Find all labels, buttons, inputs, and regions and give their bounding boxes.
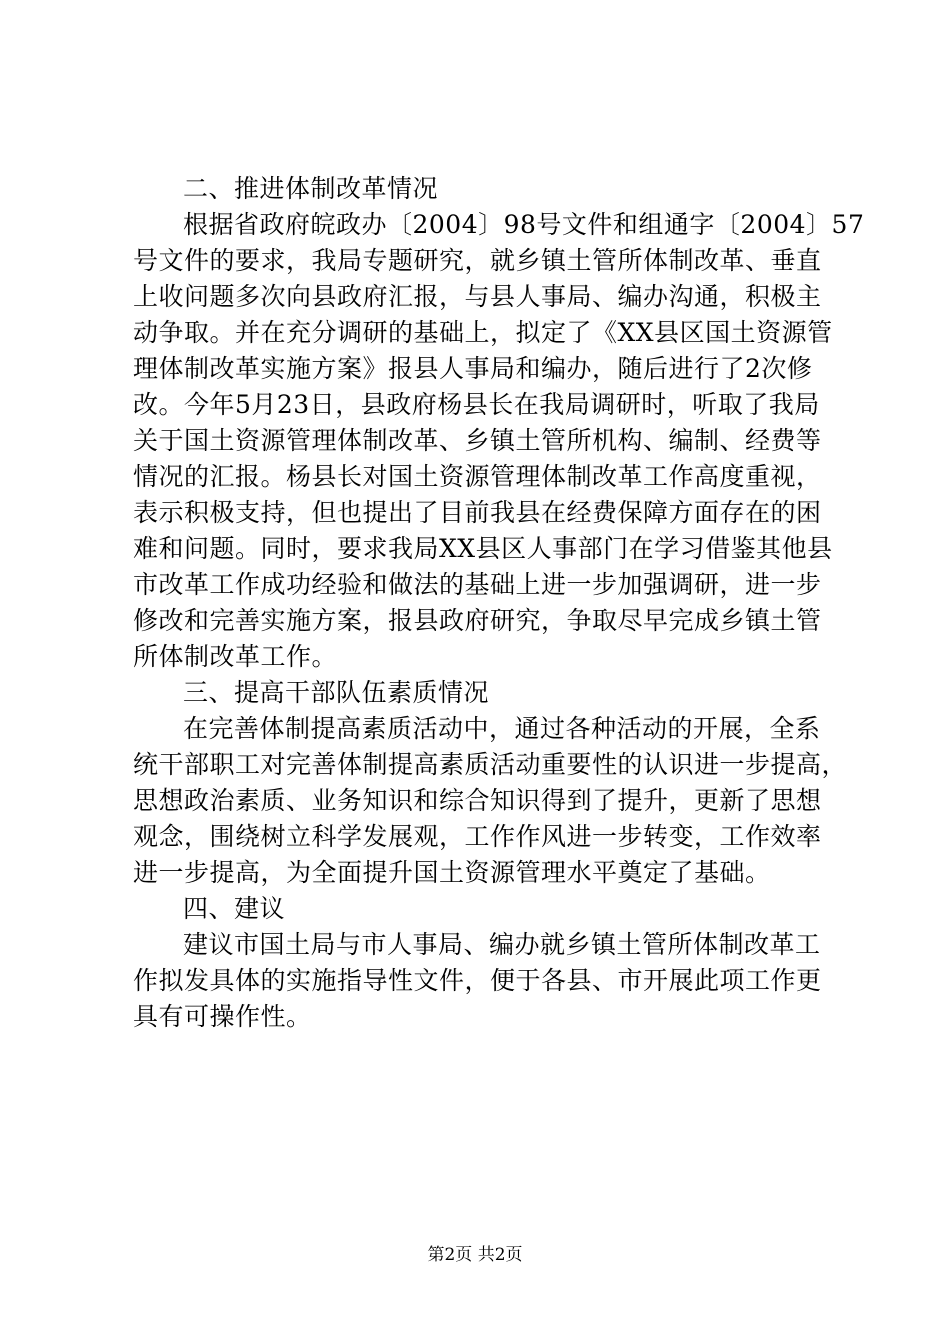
paragraph-line: 市改革工作成功经验和做法的基础上进一步加强调研，进一步: [133, 570, 822, 599]
paragraph-line: 号文件的要求，我局专题研究，就乡镇土管所体制改革、垂直: [133, 246, 822, 275]
paragraph-line: 所体制改革工作。: [133, 642, 338, 671]
paragraph-line: 根据省政府皖政办〔2004〕98号文件和组通字〔2004〕57: [183, 210, 865, 239]
paragraph-line: 修改和完善实施方案，报县政府研究，争取尽早完成乡镇土管: [133, 606, 822, 635]
section-heading: 三、提高干部队伍素质情况: [183, 678, 490, 707]
paragraph-line: 具有可操作性。: [133, 1002, 312, 1031]
paragraph-line: 动争取。并在充分调研的基础上，拟定了《XX县区国土资源管: [133, 318, 833, 347]
paragraph-line: 思想政治素质、业务知识和综合知识得到了提升，更新了思想: [133, 786, 822, 815]
paragraph-line: 观念，围绕树立科学发展观，工作作风进一步转变，工作效率: [133, 822, 822, 851]
paragraph-line: 在完善体制提高素质活动中，通过各种活动的开展，全系: [183, 714, 821, 743]
page-number: 第2页 共2页: [427, 1245, 523, 1265]
paragraph-line: 情况的汇报。杨县长对国土资源管理体制改革工作高度重视，: [133, 462, 822, 491]
document-body: [133, 171, 865, 1035]
paragraph-line: 难和问题。同时，要求我局XX县区人事部门在学习借鉴其他县: [133, 534, 833, 563]
section-heading: 四、建议: [183, 894, 286, 923]
paragraph-line: 统干部职工对完善体制提高素质活动重要性的认识进一步提高，: [133, 750, 848, 779]
paragraph-line: 表示积极支持，但也提出了目前我县在经费保障方面存在的困: [133, 498, 822, 527]
paragraph-line: 理体制改革实施方案》报县人事局和编办，随后进行了2次修: [133, 354, 813, 383]
paragraph-line: 作拟发具体的实施指导性文件，便于各县、市开展此项工作更: [133, 966, 822, 995]
paragraph-line: 改。今年5月23日，县政府杨县长在我局调研时，听取了我局: [133, 390, 820, 419]
page-footer: [0, 1243, 950, 1267]
section-heading: 二、推进体制改革情况: [183, 174, 439, 203]
paragraph-line: 关于国土资源管理体制改革、乡镇土管所机构、编制、经费等: [133, 426, 822, 455]
paragraph-line: 上收问题多次向县政府汇报，与县人事局、编办沟通，积极主: [133, 282, 822, 311]
paragraph-line: 建议市国土局与市人事局、编办就乡镇土管所体制改革工: [183, 930, 821, 959]
paragraph-line: 进一步提高，为全面提升国土资源管理水平奠定了基础。: [133, 858, 771, 887]
